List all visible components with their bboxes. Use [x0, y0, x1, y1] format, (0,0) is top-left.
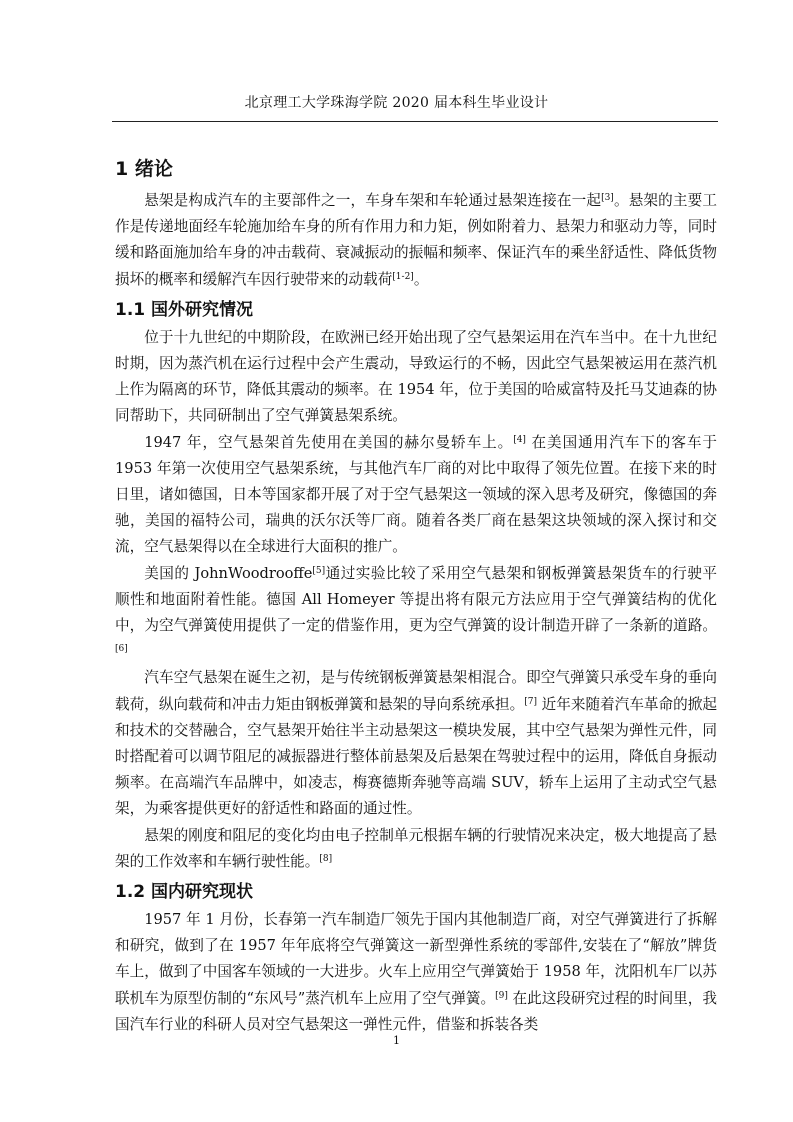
text-run: 汽车空气悬架在诞生之初，是与传统钢板弹簧悬架相混合。即空气弹簧只承受车身的垂向载荷，纵向载荷和冲击力矩由钢板弹簧和悬架的导向系统承担。: [115, 669, 717, 713]
paragraph: [115, 430, 717, 561]
citation: [8]: [319, 853, 333, 864]
text-run: 通过实验比较了采用空气悬架和钢板弹簧悬架货车的行驶平顺性和地面附着性能。德国 All Homeyer 等提出将有限元方法应用于空气弹簧结构的优化中，为空气弹簧使用提供了一定的借鉴作用，更为空气弹簧的设计制造开辟了一条新的道路。: [115, 564, 717, 635]
paragraph: [115, 665, 717, 822]
citation: [3]: [601, 193, 614, 203]
page-number: 1: [393, 1034, 400, 1047]
paragraph: [115, 907, 717, 1038]
text-run: 悬架的刚度和阻尼的变化均由电子控制单元根据车辆的行驶情况来决定，极大地提高了悬架的工作效率和车辆行驶性能。: [115, 826, 717, 870]
section-title-1-2: 1.2 国内研究现状: [115, 882, 254, 903]
citation: [1-2]: [392, 271, 414, 282]
chapter-title: 1 绪论: [115, 158, 173, 180]
citation: [6]: [115, 644, 128, 655]
intro-paragraph: [115, 188, 717, 293]
text-run: 近年来随着汽车革命的掀起和技术的交替融合，空气悬架开始往半主动悬架这一模块发展，其中空气悬架为弹性元件，同时搭配着可以调节阻尼的减振器进行整体前悬架及后悬架在驾驶过程中的运用，降低自身振动频率。在高端汽车品牌中，如凌志，梅赛德斯奔驰等高端 SUV，轿车上运用了主动式空气悬架，为乘客提供更好的舒适性和路面的通过性。: [115, 695, 717, 818]
citation: [9]: [495, 990, 508, 1001]
citation: [4]: [513, 434, 526, 445]
paragraph: [115, 823, 717, 875]
citation: [7]: [524, 696, 537, 707]
section-title-1-1: 1.1 国外研究情况: [115, 299, 254, 320]
text-run: 。悬架的主要工作是传递地面经车轮施加给车身的所有作用力和力矩，例如附着力、悬架力和驱动力等，同时缓和路面施加给车身的冲击载荷、衰减振动的振幅和频率、保证汽车的乘坐舒适性、降低货物损坏的概率和缓解汽车因行驶带来的动载荷: [115, 192, 717, 288]
paragraph: [115, 561, 717, 666]
citation: [5]: [312, 565, 326, 576]
text-run: 1947 年，空气悬架首先使用在美国的赫尔曼轿车上。: [144, 433, 514, 451]
paragraph: 位于十九世纪的中期阶段，在欧洲已经开始出现了空气悬架运用在汽车当中。在十九世纪时期，因为蒸汽机在运行过程中会产生震动，导致运行的不畅，因此空气悬架被运用在蒸汽机上作为隔离的环节，降低其震动的频率。在 1954 年，位于美国的哈威富特及托马艾迪森的协同帮助下，共同研制出了空气弹簧悬架系统。: [115, 328, 717, 425]
text-run: 美国的 JohnWoodrooffe: [144, 564, 313, 582]
text-run: 悬架是构成汽车的主要部件之一，车身车架和车轮通过悬架连接在一起: [144, 192, 602, 209]
text-run: 在美国通用汽车下的客车于 1953 年第一次使用空气悬架系统，与其他汽车厂商的对比中取得了领先位置。在接下来的时日里，诸如德国，日本等国家都开展了对于空气悬架这一领域的深入思考及研究，像德国的奔驰，美国的福特公司，瑞典的沃尔沃等厂商。随着各类厂商在悬架这块领域的深入探讨和交流，空气悬架得以在全球进行大面积的推广。: [115, 433, 718, 556]
text-run: 1957 年 1 月份，长春第一汽车制造厂领先于国内其他制造厂商，对空气弹簧进行了拆解和研究，做到了在 1957 年年底将空气弹簧这一新型弹性系统的零部件,安装在了“解放”牌货车上，做到了中国客车领域的一大进步。火车上应用空气弹簧始于 1958 年，沈阳机车厂以苏联机车为原型仿制的“东风号”蒸汽机车上应用了空气弹簧。: [115, 911, 717, 1007]
header-rule: [112, 121, 718, 122]
page-body: [115, 150, 717, 1038]
text-run: 在此这段研究过程的时间里，我国汽车行业的科研人员对空气悬架这一弹性元件，借鉴和拆装各类: [115, 989, 717, 1033]
running-header: 北京理工大学珠海学院 2020 届本科生毕业设计: [244, 95, 549, 111]
text-run: 。: [413, 270, 429, 288]
